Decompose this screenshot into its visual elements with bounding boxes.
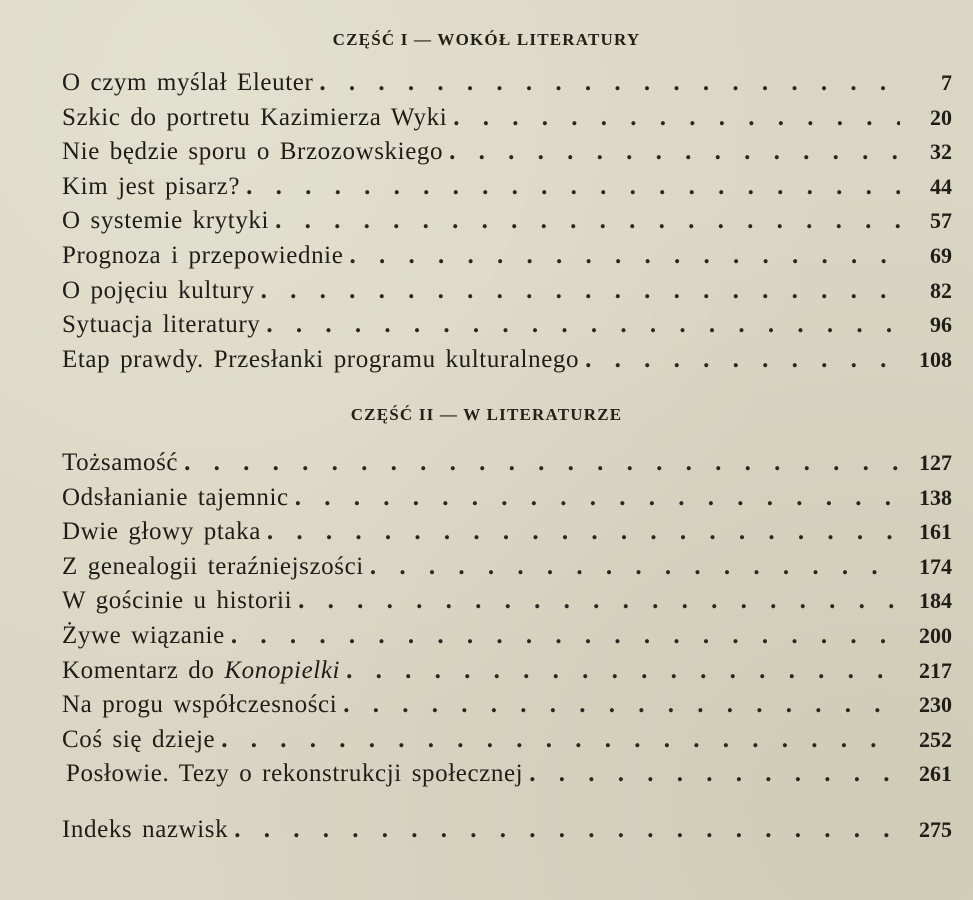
toc-entry[interactable] <box>62 446 952 481</box>
toc-entry-title: Szkic do portretu Kazimierza Wyki <box>62 103 448 131</box>
toc-entry-page: 174 <box>919 553 952 579</box>
dot-leader <box>370 550 900 585</box>
toc-entry[interactable] <box>62 619 952 654</box>
toc-entry[interactable] <box>62 135 952 170</box>
toc-entry[interactable] <box>62 343 952 378</box>
toc-entry-title: Indeks nazwisk <box>62 816 229 843</box>
toc-entry-title-italic: Konopielki <box>224 656 341 684</box>
dot-leader <box>585 343 900 378</box>
toc-entry[interactable] <box>62 66 952 101</box>
toc-entry-title: Odsłanianie tajemnic <box>62 483 289 511</box>
toc-entry[interactable] <box>62 723 952 758</box>
toc-list-part-1 <box>62 66 952 377</box>
dot-leader <box>267 515 900 550</box>
toc-entry-page: 82 <box>930 277 952 303</box>
toc-entry-title: O pojęciu kultury <box>62 276 255 304</box>
dot-leader <box>343 688 900 723</box>
dot-leader <box>261 274 900 309</box>
toc-entry[interactable] <box>62 274 952 309</box>
toc-entry[interactable] <box>62 170 952 205</box>
toc-entry[interactable] <box>62 204 952 239</box>
toc-entry-title: Etap prawdy. Przesłanki programu kulturalnego <box>62 345 580 373</box>
dot-leader <box>246 170 900 205</box>
dot-leader <box>449 135 900 170</box>
toc-entry-page: 57 <box>930 208 952 234</box>
toc-entry[interactable] <box>62 550 952 585</box>
toc-entry[interactable] <box>62 101 952 136</box>
toc-entry-page: 69 <box>930 242 952 268</box>
dot-leader <box>295 481 900 516</box>
toc-entry[interactable] <box>62 654 952 689</box>
toc-entry-page: 108 <box>919 346 952 372</box>
toc-entry-page: 184 <box>919 588 952 614</box>
toc-entry-page: 32 <box>930 139 952 165</box>
toc-entry-page: 200 <box>919 622 952 648</box>
toc-entry-title: Tożsamość <box>62 449 179 476</box>
toc-entry[interactable] <box>62 481 952 516</box>
toc-entry-title: Prognoza i przepowiednie <box>62 241 344 269</box>
toc-entry-page: 127 <box>919 450 952 475</box>
toc-entry-title: O czym myślał Eleuter <box>62 69 314 96</box>
toc-entry-page: 230 <box>919 692 952 718</box>
toc-entry-page: 138 <box>919 484 952 510</box>
toc-entry-title: Żywe wiązanie <box>62 621 225 649</box>
section-heading-part-1: CZĘŚĆ I — WOKÓŁ LITERATURY <box>332 30 641 49</box>
toc-entry-page: 252 <box>919 726 952 752</box>
dot-leader <box>529 757 900 792</box>
toc-entry-page: 96 <box>930 312 952 338</box>
toc-entry-title: Na progu współczesności <box>62 691 338 719</box>
toc-entry-title: Kim jest pisarz? <box>62 172 241 200</box>
toc-entry-page: 275 <box>919 817 952 842</box>
toc-entry[interactable] <box>62 515 952 550</box>
toc-entry[interactable] <box>62 688 952 723</box>
toc-list-index <box>62 813 952 848</box>
toc-entry-page: 261 <box>919 761 952 787</box>
toc-entry-title: Coś się dzieje <box>62 725 216 753</box>
dot-leader <box>453 101 900 136</box>
dot-leader <box>184 446 900 481</box>
dot-leader <box>221 723 900 758</box>
dot-leader <box>266 308 900 343</box>
section-heading-part-2: CZĘŚĆ II — W LITERATURZE <box>350 405 623 424</box>
dot-leader <box>349 239 900 274</box>
toc-entry-title: Dwie głowy ptaka <box>62 518 261 546</box>
toc-list-part-2 <box>62 446 952 792</box>
dot-leader <box>298 584 900 619</box>
toc-entry-title: Sytuacja literatury <box>62 311 261 339</box>
toc-entry-title-prefix: Komentarz do <box>62 656 225 684</box>
toc-entry-title: Z genealogii teraźniejszości <box>62 552 364 580</box>
toc-entry[interactable] <box>62 584 952 619</box>
toc-entry-title: O systemie krytyki <box>62 207 270 235</box>
toc-entry[interactable] <box>62 308 952 343</box>
dot-leader <box>231 619 900 654</box>
dot-leader <box>346 654 900 689</box>
toc-entry-title <box>62 654 340 689</box>
toc-entry-page: 217 <box>919 657 952 683</box>
toc-entry-title: Posłowie. Tezy o rekonstrukcji społecznej <box>66 760 524 788</box>
dot-leader <box>319 66 900 101</box>
toc-entry-title: W gościnie u historii <box>62 587 293 615</box>
toc-entry[interactable] <box>62 813 952 848</box>
toc-entry-page: 161 <box>919 519 952 545</box>
dot-leader <box>275 204 900 239</box>
toc-entry-page: 44 <box>930 173 952 199</box>
toc-entry[interactable] <box>62 757 952 792</box>
dot-leader <box>234 813 900 848</box>
toc-entry-title: Nie będzie sporu o Brzozowskiego <box>62 138 444 166</box>
toc-entry-page: 7 <box>941 70 952 95</box>
toc-entry[interactable] <box>62 239 952 274</box>
toc-entry-page: 20 <box>930 104 952 130</box>
